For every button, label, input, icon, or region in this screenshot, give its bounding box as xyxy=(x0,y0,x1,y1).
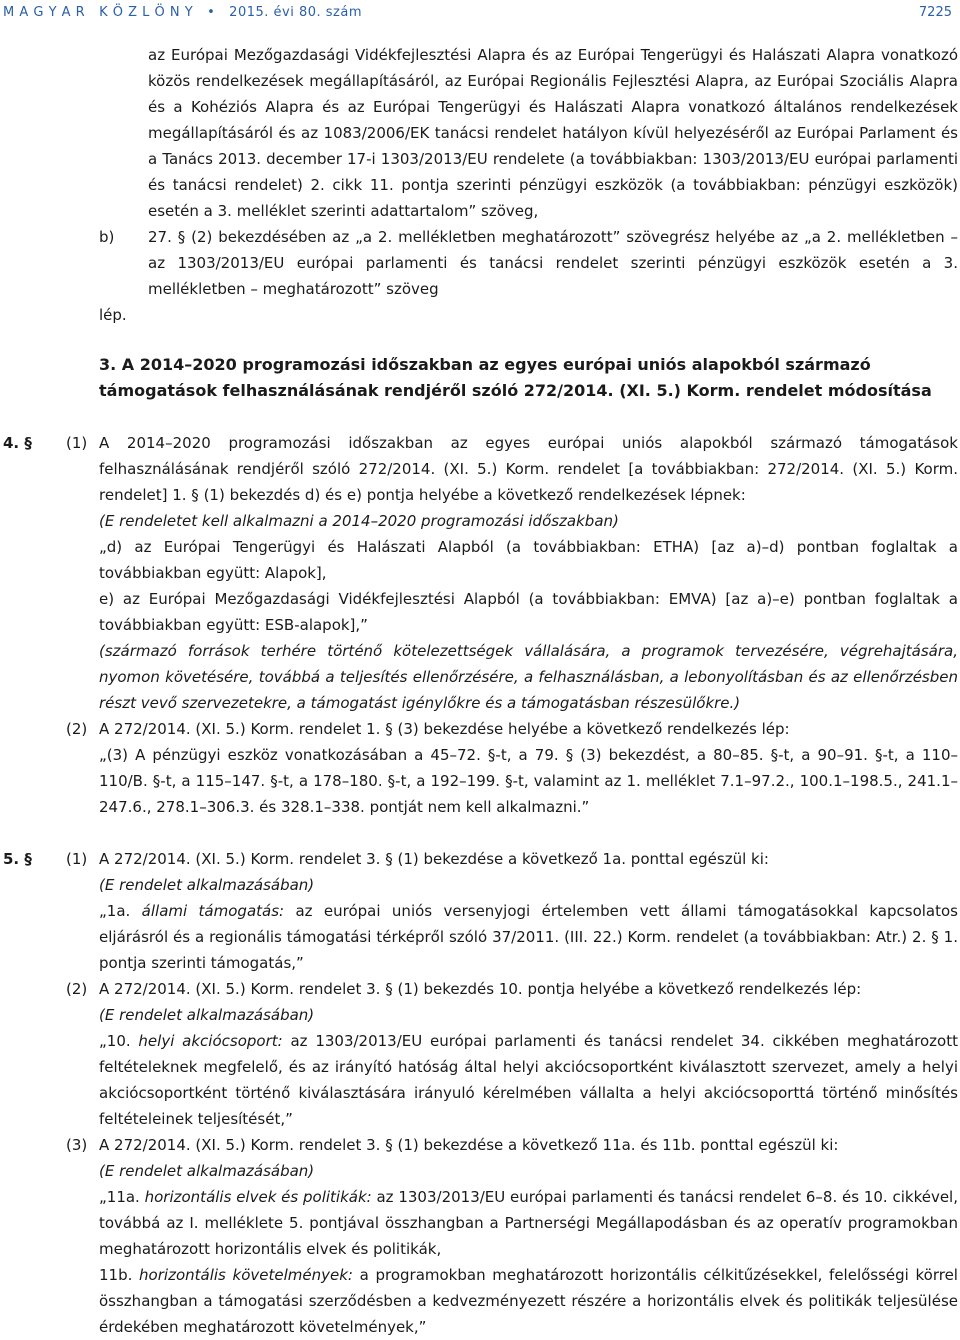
para-4-1-label: (1) xyxy=(66,434,88,452)
section-title: 3. A 2014–2020 programozási időszakban az egyes európai uniós alapokból származó támogatások felhasználásának rendjéről szóló 272/2014. (XI. 5.) Korm. rendelet módosítása xyxy=(99,355,932,400)
para-4-1-point-d: „d) az Európai Tengerügyi és Halászati Alapból (a továbbiakban: ETHA) [az a)–d) pontban foglaltak a továbbiakban együtt: Alapok], xyxy=(99,538,958,582)
def-prefix: „1a. xyxy=(99,902,142,920)
para-5-3-definition-11b xyxy=(99,1262,958,1340)
def-term: horizontális elvek és politikák: xyxy=(144,1188,372,1206)
para-4-1-point-e: e) az Európai Mezőgazdasági Vidékfejlesztési Alapból (a továbbiakban: EMVA) [az a)–e) pontban foglaltak a továbbiakban együtt: ESB-alapok],” xyxy=(99,590,958,634)
para-5-3-context: (E rendelet alkalmazásában) xyxy=(99,1162,315,1180)
def-text: az európai uniós versenyjogi értelemben vett állami támogatásokkal kapcsolatos eljárásról és a regionális támogatási térképről szóló 37/2011. (III. 22.) Korm. rendelet (a továbbiakban: Atr.) 2. § 1. pontja szerinti támogatás,” xyxy=(99,902,958,972)
para-5-1-intro: A 272/2014. (XI. 5.) Korm. rendelet 3. § (1) bekezdése a következő 1a. ponttal egészül ki: xyxy=(99,850,769,868)
def-prefix: „11a. xyxy=(99,1188,145,1206)
para-4-2-quote: „(3) A pénzügyi eszköz vonatkozásában a 45–72. §-t, a 79. § (3) bekezdést, a 80–85. §-t, a 90–91. §-t, a 110–110/B. §-t, a 115–147. §-t, a 178–180. §-t, a 192–199. §-t, valamint az 1. melléklet 7.1–97.2., 100.1–198.5., 241.1–247.6., 278.1–306.3. és 328.1–338. pontját nem kell alkalmazni.” xyxy=(99,746,958,816)
page-header xyxy=(0,0,960,22)
def-term: horizontális követelmények: xyxy=(139,1266,353,1284)
para-4-2-intro: A 272/2014. (XI. 5.) Korm. rendelet 1. § (3) bekezdése helyébe a következő rendelkezés lép: xyxy=(99,720,790,738)
paragraph-4-number: 4. § xyxy=(3,434,32,452)
para-5-3-definition-11a xyxy=(99,1184,958,1262)
lep-text: lép. xyxy=(99,306,127,324)
para-5-2-context: (E rendelet alkalmazásában) xyxy=(99,1006,315,1024)
para-4-1-intro: A 2014–2020 programozási időszakban az egyes európai uniós alapokból származó támogatások felhasználásának rendjéről szóló 272/2014. (XI. 5.) Korm. rendelet [a továbbiakban: 272/2014. (XI. 5.) Korm. rendelet] 1. § (1) bekezdés d) és e) pontja helyébe a következő rendelkezések lépnek: xyxy=(99,434,958,504)
para-5-1-definition xyxy=(99,898,958,976)
para-5-3-label: (3) xyxy=(66,1136,88,1154)
para-5-3-intro: A 272/2014. (XI. 5.) Korm. rendelet 3. § (1) bekezdése a következő 11a. és 11b. ponttal egészül ki: xyxy=(99,1136,839,1154)
item-b-label: b) xyxy=(99,228,115,246)
def-text: a programokban meghatározott horizontális célkitűzésekkel, felelősségi körrel összhangban a támogatási szerződésben a kedvezményezett részére a horizontális elvek és politikák teljesülése érdekében meghatározott követelmények,” xyxy=(99,1266,958,1336)
def-prefix: „10. xyxy=(99,1032,139,1050)
item-a-continuation: az Európai Mezőgazdasági Vidékfejlesztési Alapra és az Európai Tengerügyi és Halászati Alapra vonatkozó közös rendelkezések megállapításáról, az Európai Regionális Fejlesztési Alapra, az Európai Szociális Alapra és a Kohéziós Alapra és az Európai Tengerügyi és Halászati Alapra vonatkozó általános rendelkezések megállapításáról és az 1083/2006/EK tanácsi rendelet hatályon kívül helyezéséről az Európai Parlament és a Tanács 2013. december 17-i 1303/2013/EU rendelete (a továbbiakban: 1303/2013/EU európai parlamenti és tanácsi rendelet) 2. cikk 11. pontja szerinti pénzügyi eszközök (a továbbiakban: pénzügyi eszközök) esetén a 3. melléklet szerinti adattartalom” szöveg, xyxy=(148,46,958,220)
para-4-1-context: (E rendeletet kell alkalmazni a 2014–2020 programozási időszakban) xyxy=(99,512,619,530)
def-prefix: 11b. xyxy=(99,1266,140,1284)
para-5-1-context: (E rendelet alkalmazásában) xyxy=(99,876,315,894)
para-5-2-definition xyxy=(99,1028,958,1132)
para-5-1-label: (1) xyxy=(66,850,88,868)
def-text: az 1303/2013/EU európai parlamenti és tanácsi rendelet 6–8. és 10. cikkével, továbbá az I. melléklete 5. pontjával összhangban a Partnerségi Megállapodásban és az operatív programokban meghatározott horizontális elvek és politikák, xyxy=(99,1188,958,1258)
para-5-2-intro: A 272/2014. (XI. 5.) Korm. rendelet 3. § (1) bekezdés 10. pontja helyébe a következő rendelkezés lép: xyxy=(99,980,862,998)
item-b-text: 27. § (2) bekezdésében az „a 2. mellékletben meghatározott” szövegrész helyébe az „a 2. mellékletben – az 1303/2013/EU európai parlamenti és tanácsi rendelet szerinti pénzügyi eszközök esetén a 3. mellékletben – meghatározott” szöveg xyxy=(148,228,958,298)
def-term: helyi akciócsoport: xyxy=(138,1032,283,1050)
para-5-2-label: (2) xyxy=(66,980,88,998)
para-4-2-label: (2) xyxy=(66,720,88,738)
def-text: az 1303/2013/EU európai parlamenti és tanácsi rendelet 34. cikkében meghatározott feltételeknek megfelelő, és az irányító hatóság által helyi akciócsoportként kiválasztott szervezet, amely a helyi akciócsoportként történő kiválasztására irányuló kérelmében vállalta a helyi akciócsoporttá történő minősítés feltételeinek teljesítését,” xyxy=(99,1032,958,1128)
para-4-1-tail: (származó források terhére történő kötelezettségek vállalására, a programok tervezésére, végrehajtására, nyomon követésére, továbbá a teljesítés ellenőrzésére, a felhasználásban, a lebonyolításban és az ellenőrzésben részt vevő szervezetekre, a támogatást igénylőkre és a támogatásban részesülőkre.) xyxy=(99,642,958,712)
def-term: állami támogatás: xyxy=(141,902,285,920)
gazette-title: M A G Y A R K Ö Z L Ö N Y • 2015. évi 80. szám xyxy=(3,5,362,20)
page-number: 7225 xyxy=(918,5,952,20)
paragraph-5-number: 5. § xyxy=(3,850,32,868)
